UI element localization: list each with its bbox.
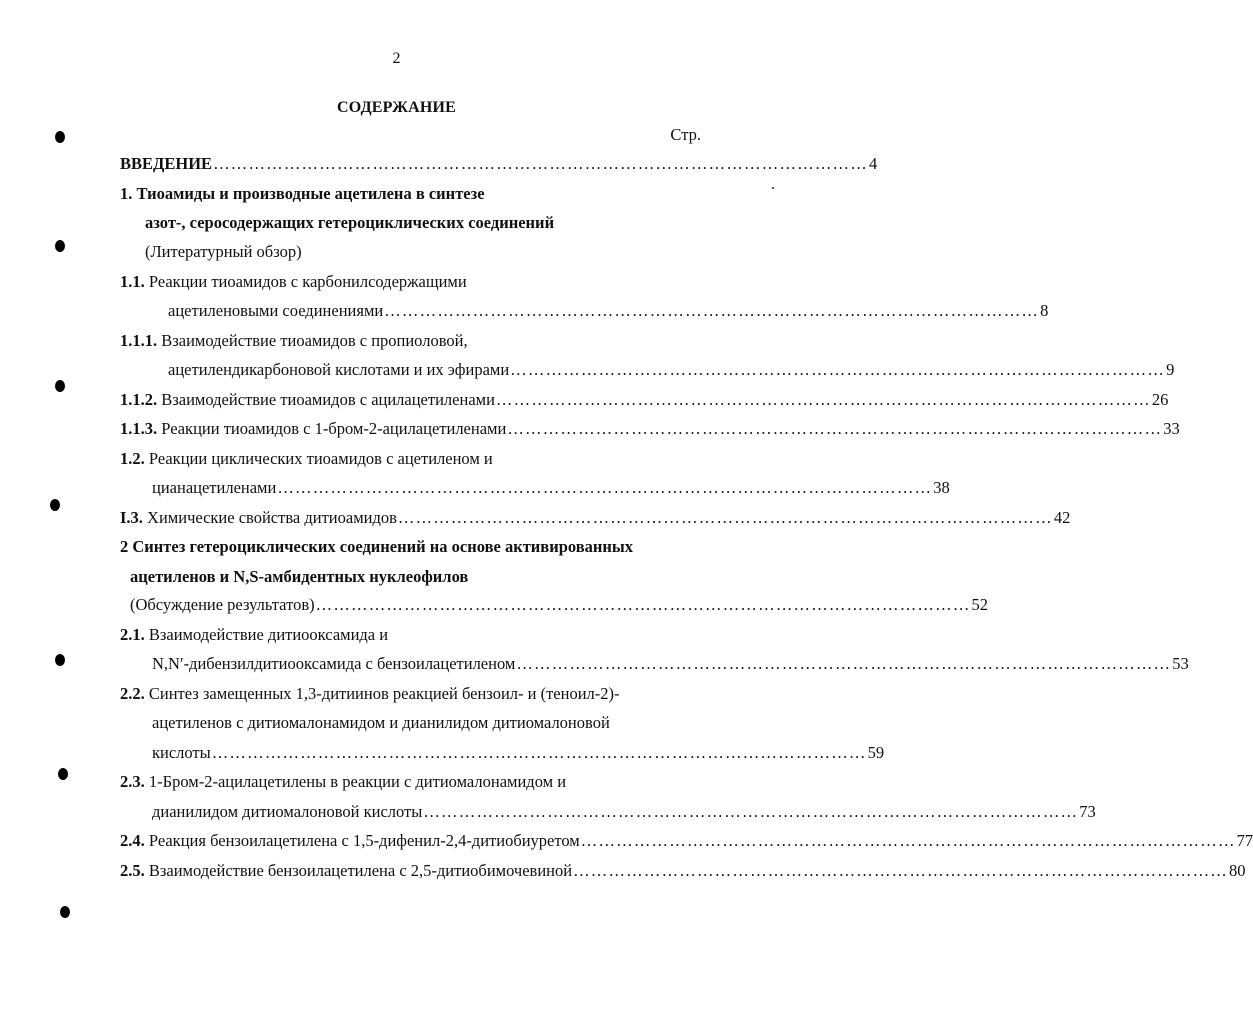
toc-page-number: 26 <box>1151 390 1169 409</box>
toc-entry-1-1-cont[interactable] <box>168 299 1049 323</box>
toc-entry-2-3[interactable] <box>120 770 566 794</box>
toc-page-number: 42 <box>1053 508 1071 527</box>
toc-entry-1-3[interactable] <box>120 506 1071 530</box>
leader-dots: ………………………………………………………………………………………………… <box>510 360 1166 379</box>
leader-dots: ………………………………………………………………………………………………… <box>423 802 1079 821</box>
toc-page-number: 38 <box>933 478 950 497</box>
toc-entry-label: кислоты <box>152 743 211 762</box>
toc-entry-2-2-line2: ацетиленов с дитиомалонамидом и дианилидом дитиомалоновой <box>152 713 610 732</box>
toc-page-number: 73 <box>1079 802 1096 821</box>
toc-entry-number: 1. <box>120 184 133 203</box>
toc-entry-label: Реакция бензоилацетилена с 1,5-дифенил-2,4-дитиобиуретом <box>148 831 580 850</box>
toc-entry-label: Химические свойства дитиоамидов <box>147 508 397 527</box>
toc-page-number: 33 <box>1163 419 1180 438</box>
toc-entry-label: Реакции тиоамидов с карбонилсодержащими <box>148 272 467 291</box>
leader-dots: ………………………………………………………………………………………………… <box>384 301 1040 320</box>
toc-page-number: 77 <box>1236 831 1253 850</box>
toc-entry-2-1-cont[interactable] <box>152 652 1189 676</box>
toc-page-number: 53 <box>1172 654 1189 673</box>
leader-dots: ………………………………………………………………………………………………… <box>495 390 1151 409</box>
toc-entry-2-4[interactable] <box>120 829 1253 853</box>
toc-entry-number: 2.2. <box>120 684 145 703</box>
toc-entry-ch2-cont[interactable] <box>130 593 989 617</box>
toc-entry-label: Взаимодействие бензоилацетилена с 2,5-дитиобимочевиной <box>148 861 573 880</box>
toc-entry-label: Взаимодействие тиоамидов с пропиоловой, <box>161 331 468 350</box>
binder-hole-mark <box>58 768 68 780</box>
toc-entry-1-1-1-cont[interactable] <box>168 358 1175 382</box>
toc-entry-ch1-line3: (Литературный обзор) <box>145 242 302 261</box>
toc-entry-1-2[interactable] <box>120 447 493 471</box>
binder-hole-mark <box>60 906 70 918</box>
toc-entry-2-2[interactable] <box>120 682 620 706</box>
toc-entry-ch2[interactable]: 2 Синтез гетероциклических соединений на основе активированных <box>120 537 634 556</box>
toc-entry-number: 2.1. <box>120 625 145 644</box>
toc-page-number: 8 <box>1040 301 1049 320</box>
toc-entry-1-1[interactable] <box>120 270 467 294</box>
scan-speck <box>772 187 774 189</box>
leader-dots: ………………………………………………………………………………………………… <box>507 419 1163 438</box>
toc-entry-label: дианилидом дитиомалоновой кислоты <box>152 802 423 821</box>
toc-entry-label: (Обсуждение результатов) <box>130 595 315 614</box>
toc-entry-number: 1.1.1. <box>120 331 158 350</box>
toc-entry-number: 1.1.2. <box>120 390 158 409</box>
toc-entry-number: 1.1. <box>120 272 145 291</box>
toc-entry-1-1-2[interactable] <box>120 388 1169 412</box>
toc-entry-2-5[interactable] <box>120 859 1246 883</box>
toc-entry-label: Синтез замещенных 1,3-дитиинов реакцией бензоил- и (теноил-2)- <box>148 684 620 703</box>
toc-page-number: 59 <box>867 743 885 762</box>
toc-entry-ch1-line2: азот-, серосодержащих гетероциклических соединений <box>145 213 555 232</box>
toc-entry-number: 2.4. <box>120 831 145 850</box>
toc-entry-label: Реакции циклических тиоамидов с ацетиленом и <box>148 449 493 468</box>
toc-entry-label: ацетиленовыми соединениями <box>168 301 384 320</box>
toc-entry-1-1-1[interactable] <box>120 329 468 353</box>
toc-entry-number: I.3. <box>120 508 143 527</box>
toc-page-number: 52 <box>971 595 989 614</box>
binder-hole-mark <box>50 499 60 511</box>
toc-entry-number: 2.5. <box>120 861 145 880</box>
toc-entry-label: Тиоамиды и производные ацетилена в синтезе <box>136 184 485 203</box>
toc-entry-label: Реакции тиоамидов с 1-бром-2-ацилацетиленами <box>161 419 507 438</box>
toc-entry-1-2-cont[interactable] <box>152 476 950 500</box>
binder-hole-mark <box>55 240 65 252</box>
toc-page-number: 80 <box>1228 861 1246 880</box>
toc-entry-label: цианацетиленами <box>152 478 277 497</box>
toc-entry-label: N,N′-дибензилдитиооксамида с бензоилацетиленом <box>152 654 516 673</box>
leader-dots: ………………………………………………………………………………………………… <box>277 478 933 497</box>
leader-dots: ………………………………………………………………………………………………… <box>315 595 971 614</box>
toc-entry-2-1[interactable] <box>120 623 388 647</box>
toc-entry-number: 1.1.3. <box>120 419 158 438</box>
leader-dots: ………………………………………………………………………………………………… <box>580 831 1236 850</box>
binder-hole-mark <box>55 380 65 392</box>
page-column-label: Стр. <box>670 125 701 144</box>
toc-entry-label: 1-Бром-2-ацилацетилены в реакции с дитиомалонамидом и <box>148 772 567 791</box>
toc-entry-label: ВВЕДЕНИЕ <box>120 154 213 173</box>
leader-dots: ………………………………………………………………………………………………… <box>573 861 1228 880</box>
toc-entry-intro[interactable] <box>120 152 878 176</box>
binder-hole-mark <box>55 131 65 143</box>
toc-page-number: 4 <box>868 154 878 173</box>
toc-entry-2-2-cont[interactable] <box>152 741 885 765</box>
toc-entry-ch2-line2: ацетиленов и N,S-амбидентных нуклеофилов <box>130 567 469 586</box>
leader-dots: ………………………………………………………………………………………………… <box>397 508 1053 527</box>
leader-dots: ………………………………………………………………………………………………… <box>211 743 867 762</box>
toc-entry-label: Взаимодействие дитиооксамида и <box>148 625 389 644</box>
toc-entry-ch1[interactable] <box>120 182 485 206</box>
binder-hole-mark <box>55 654 65 666</box>
toc-entry-number: 2.3. <box>120 772 145 791</box>
toc-entry-label: Взаимодействие тиоамидов с ацилацетиленами <box>161 390 495 409</box>
page-title: СОДЕРЖАНИЕ <box>336 99 457 116</box>
toc-entry-2-3-cont[interactable] <box>152 800 1096 824</box>
toc-entry-number: 1.2. <box>120 449 145 468</box>
leader-dots: ………………………………………………………………………………………………… <box>516 654 1172 673</box>
page-number: 2 <box>392 50 401 67</box>
toc-entry-1-1-3[interactable] <box>120 417 1180 441</box>
leader-dots: ………………………………………………………………………………………………… <box>213 154 868 173</box>
toc-page-number: 9 <box>1166 360 1175 379</box>
toc-entry-label: ацетилендикарбоновой кислотами и их эфирами <box>168 360 510 379</box>
